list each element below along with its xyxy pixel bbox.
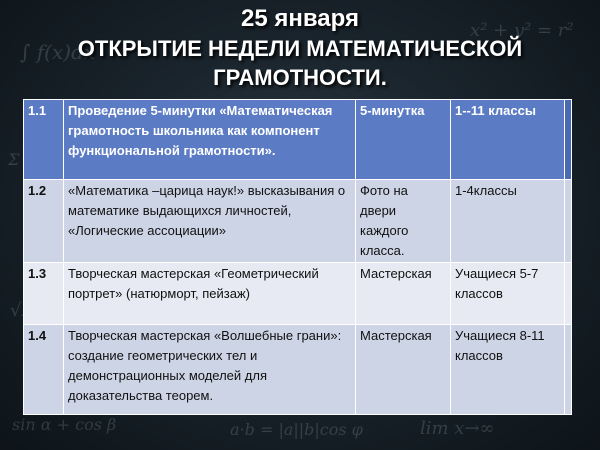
table-edge-cell <box>565 325 572 415</box>
table-edge-cell <box>565 100 572 180</box>
background-formulas: ∫ f(x)dx x² + y² = r² Σ √2 sin α + cos β lim x→∞ a·b = |a||b|cos φ <box>8 20 574 439</box>
event-format: Фото на двери каждого класса. <box>356 180 451 263</box>
row-number: 1.1 <box>24 100 64 180</box>
table-edge-cell <box>565 263 572 325</box>
row-number: 1.2 <box>24 180 64 263</box>
event-description: Проведение 5-минутки «Математическая грамотность школьника как компонент функциональной грамотности». <box>64 100 356 180</box>
event-description: Творческая мастерская «Геометрический портрет» (натюрморт, пейзаж) <box>64 263 356 325</box>
events-table <box>23 99 572 415</box>
slide-date: 25 января <box>241 5 359 32</box>
slide-title-line-1: ОТКРЫТИЕ НЕДЕЛИ МАТЕМАТИЧЕСКОЙ <box>77 36 523 61</box>
slide-title-line-2: ГРАМОТНОСТИ. <box>213 65 387 90</box>
row-number: 1.4 <box>24 325 64 415</box>
event-format: Мастерская <box>356 325 451 415</box>
event-audience: Учащиеся 8-11 классов <box>451 325 565 415</box>
slide-title <box>0 34 600 92</box>
event-audience: 1--11 классы <box>451 100 565 180</box>
table-row <box>24 263 572 325</box>
row-number: 1.3 <box>24 263 64 325</box>
event-description: «Математика –царица наук!» высказывания о математике выдающихся личностей, «Логические ассоциации» <box>64 180 356 263</box>
event-format: Мастерская <box>356 263 451 325</box>
table-row <box>24 325 572 415</box>
table-edge-cell <box>565 180 572 263</box>
table-row <box>24 180 572 263</box>
event-description: Творческая мастерская «Волшебные грани»: создание геометрических тел и демонстрационных моделей для доказательства теорем. <box>64 325 356 415</box>
event-format: 5-минутка <box>356 100 451 180</box>
table-row <box>24 100 572 180</box>
event-audience: Учащиеся 5-7 классов <box>451 263 565 325</box>
event-audience: 1-4классы <box>451 180 565 263</box>
